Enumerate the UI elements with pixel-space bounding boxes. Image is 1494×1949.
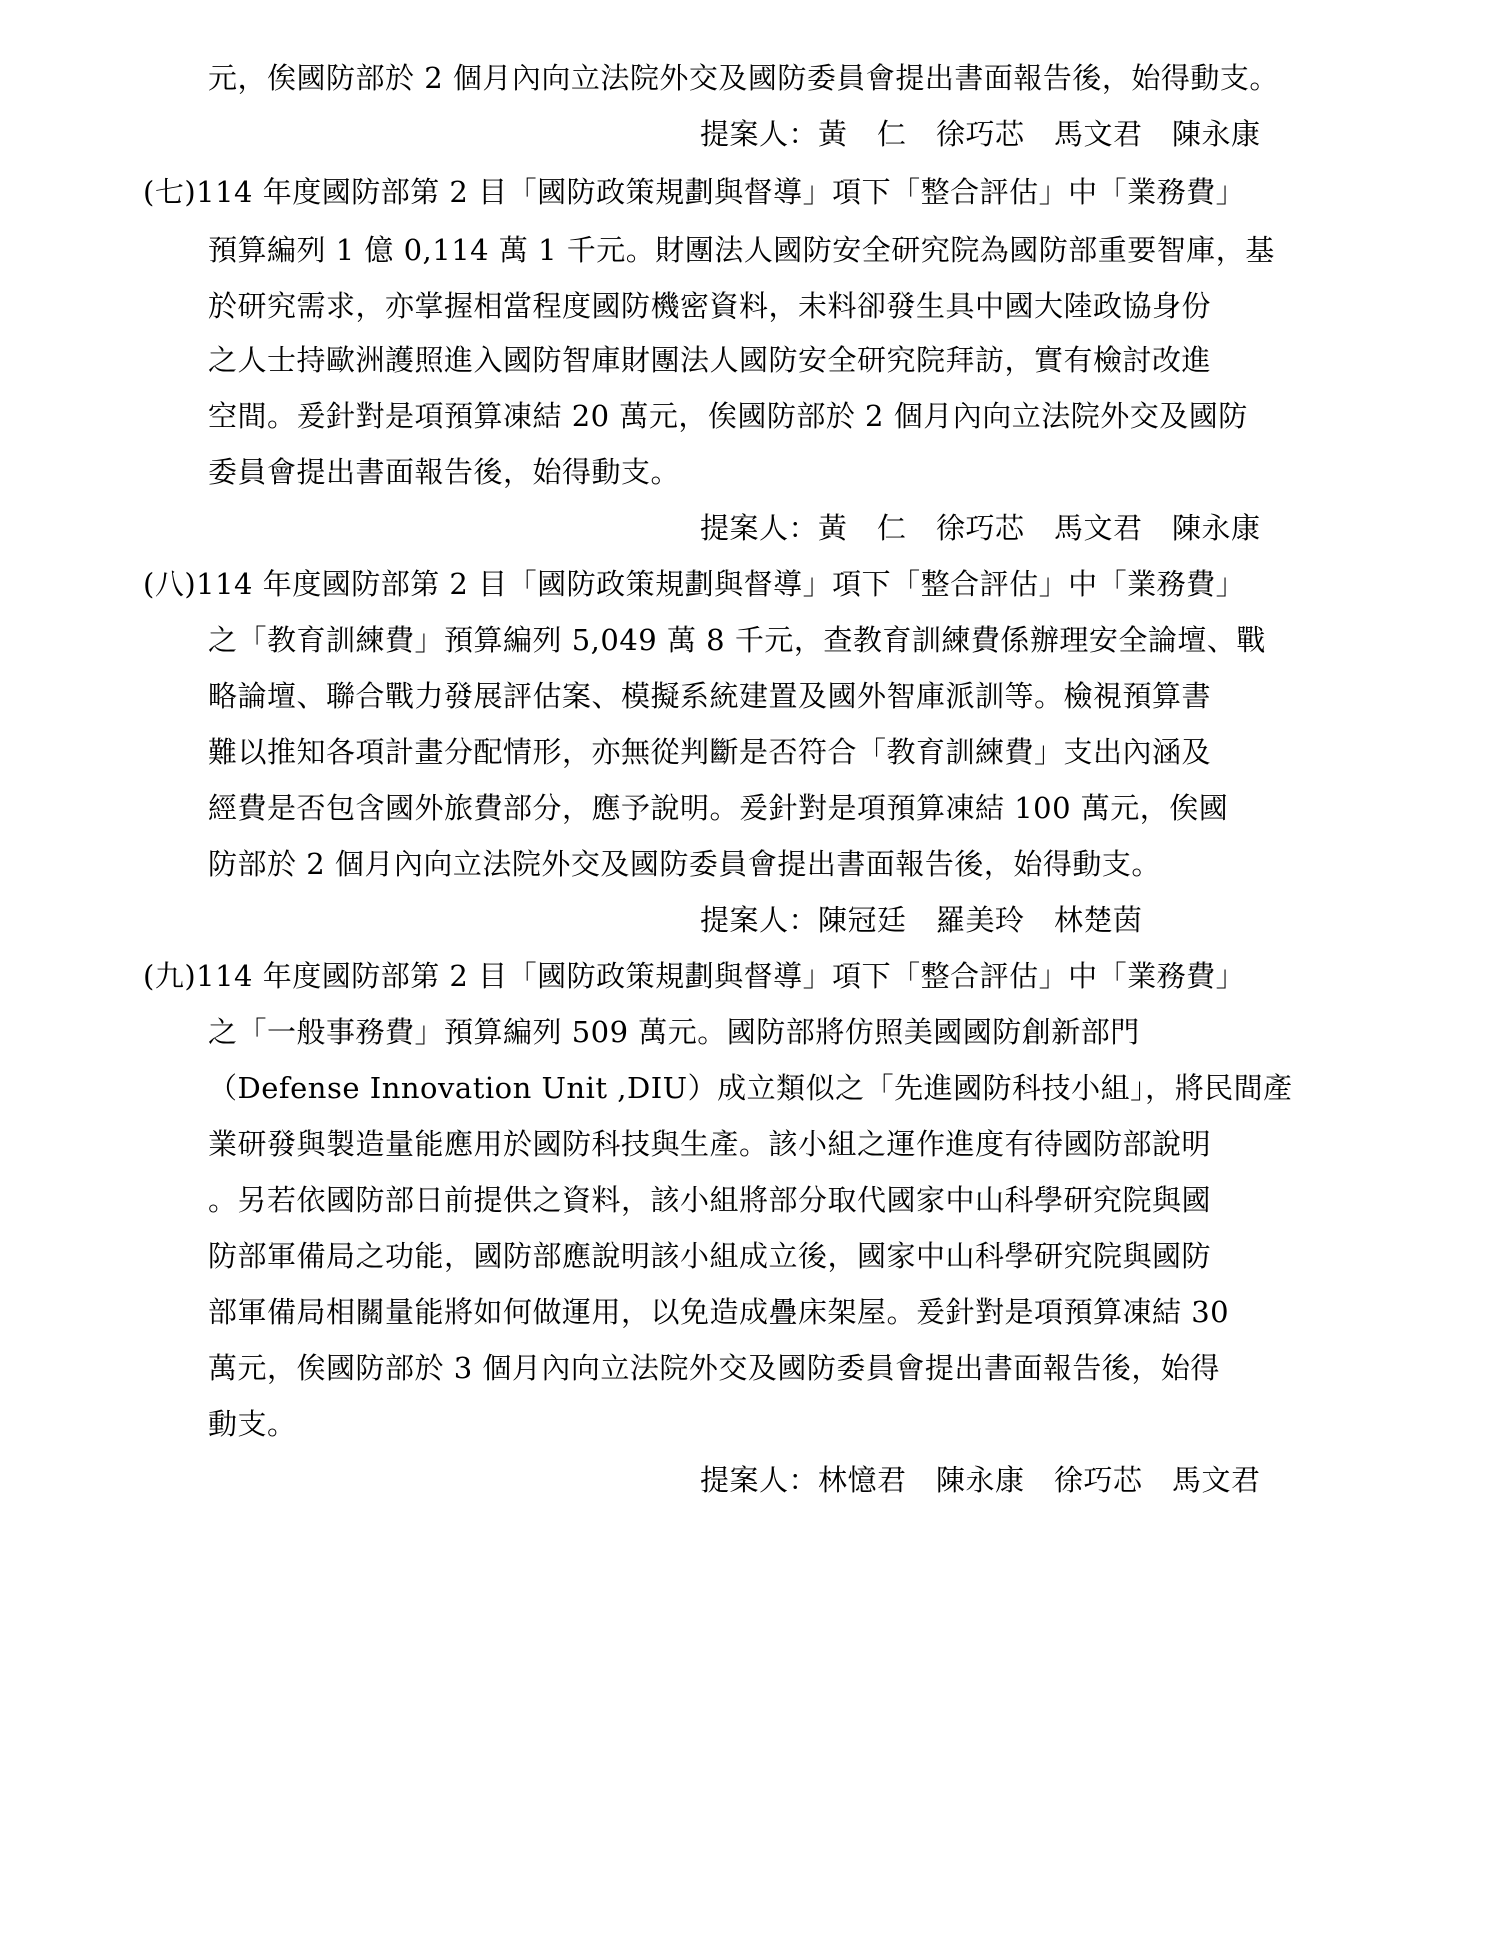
item-7-line-6: 委員會提出書面報告後，始得動支。 xyxy=(208,455,681,489)
item-8-line-5: 經費是否包含國外旅費部分，應予說明。爰針對是項預算凍結 100 萬元，俟國 xyxy=(208,791,1229,825)
intro-proposers: 提案人：黃 仁 徐巧芯 馬文君 陳永康 xyxy=(700,117,1261,151)
item-7-line-5: 空間。爰針對是項預算凍結 20 萬元，俟國防部於 2 個月內向立法院外交及國防 xyxy=(208,399,1248,433)
item-9-first-line xyxy=(143,956,1368,996)
item-9-line-6: 防部軍備局之功能，國防部應說明該小組成立後，國家中山科學研究院與國防 xyxy=(208,1239,1212,1273)
item-8-proposers: 提案人：陳冠廷 羅美玲 林楚茵 xyxy=(700,903,1143,937)
item-8-line-1: 114 年度國防部第 2 目「國防政策規劃與督導」項下「整合評估」中「業務費」 xyxy=(196,567,1246,601)
item-9-line-2: 之「一般事務費」預算編列 509 萬元。國防部將仿照美國國防創新部門 xyxy=(208,1015,1140,1049)
item-9-line-9: 動支。 xyxy=(208,1407,297,1441)
item-7-line-2: 預算編列 1 億 0,114 萬 1 千元。財團法人國防安全研究院為國防部重要智庫，基 xyxy=(208,233,1275,267)
item-9-line-4: 業研發與製造量能應用於國防科技與生產。該小組之運作進度有待國防部說明 xyxy=(208,1127,1212,1161)
item-7-line-1: 114 年度國防部第 2 目「國防政策規劃與督導」項下「整合評估」中「業務費」 xyxy=(196,175,1246,209)
item-8-line-6: 防部於 2 個月內向立法院外交及國防委員會提出書面報告後，始得動支。 xyxy=(208,847,1161,881)
item-8-line-4: 難以推知各項計畫分配情形，亦無從判斷是否符合「教育訓練費」支出內涵及 xyxy=(208,735,1212,769)
item-9-line-1: 114 年度國防部第 2 目「國防政策規劃與督導」項下「整合評估」中「業務費」 xyxy=(196,959,1246,993)
item-9-line-3: （Defense Innovation Unit ,DIU）成立類似之「先進國防科技小組」，將民間產 xyxy=(208,1071,1293,1105)
item-7-line-4: 之人士持歐洲護照進入國防智庫財團法人國防安全研究院拜訪，實有檢討改進 xyxy=(208,343,1212,377)
item-8-line-2: 之「教育訓練費」預算編列 5,049 萬 8 千元，查教育訓練費係辦理安全論壇、戰 xyxy=(208,623,1266,657)
item-9-line-8: 萬元，俟國防部於 3 個月內向立法院外交及國防委員會提出書面報告後，始得 xyxy=(208,1351,1220,1385)
item-9-line-7: 部軍備局相關量能將如何做運用，以免造成疊床架屋。爰針對是項預算凍結 30 xyxy=(208,1295,1230,1329)
item-8-line-3: 略論壇、聯合戰力發展評估案、模擬系統建置及國外智庫派訓等。檢視預算書 xyxy=(208,679,1212,713)
item-8-first-line xyxy=(143,564,1368,604)
item-9-proposers: 提案人：林憶君 陳永康 徐巧芯 馬文君 xyxy=(700,1463,1261,1497)
item-7-number: (七) xyxy=(143,175,197,209)
intro-continuation-line: 元，俟國防部於 2 個月內向立法院外交及國防委員會提出書面報告後，始得動支。 xyxy=(208,61,1279,95)
item-7-first-line xyxy=(143,172,1368,212)
item-9-number: (九) xyxy=(143,959,197,993)
item-7-line-3: 於研究需求，亦掌握相當程度國防機密資料，未料卻發生具中國大陸政協身份 xyxy=(208,289,1212,323)
item-7-proposers: 提案人：黃 仁 徐巧芯 馬文君 陳永康 xyxy=(700,511,1261,545)
item-8-number: (八) xyxy=(143,567,197,601)
item-9-line-5: 。另若依國防部日前提供之資料，該小組將部分取代國家中山科學研究院與國 xyxy=(208,1183,1212,1217)
